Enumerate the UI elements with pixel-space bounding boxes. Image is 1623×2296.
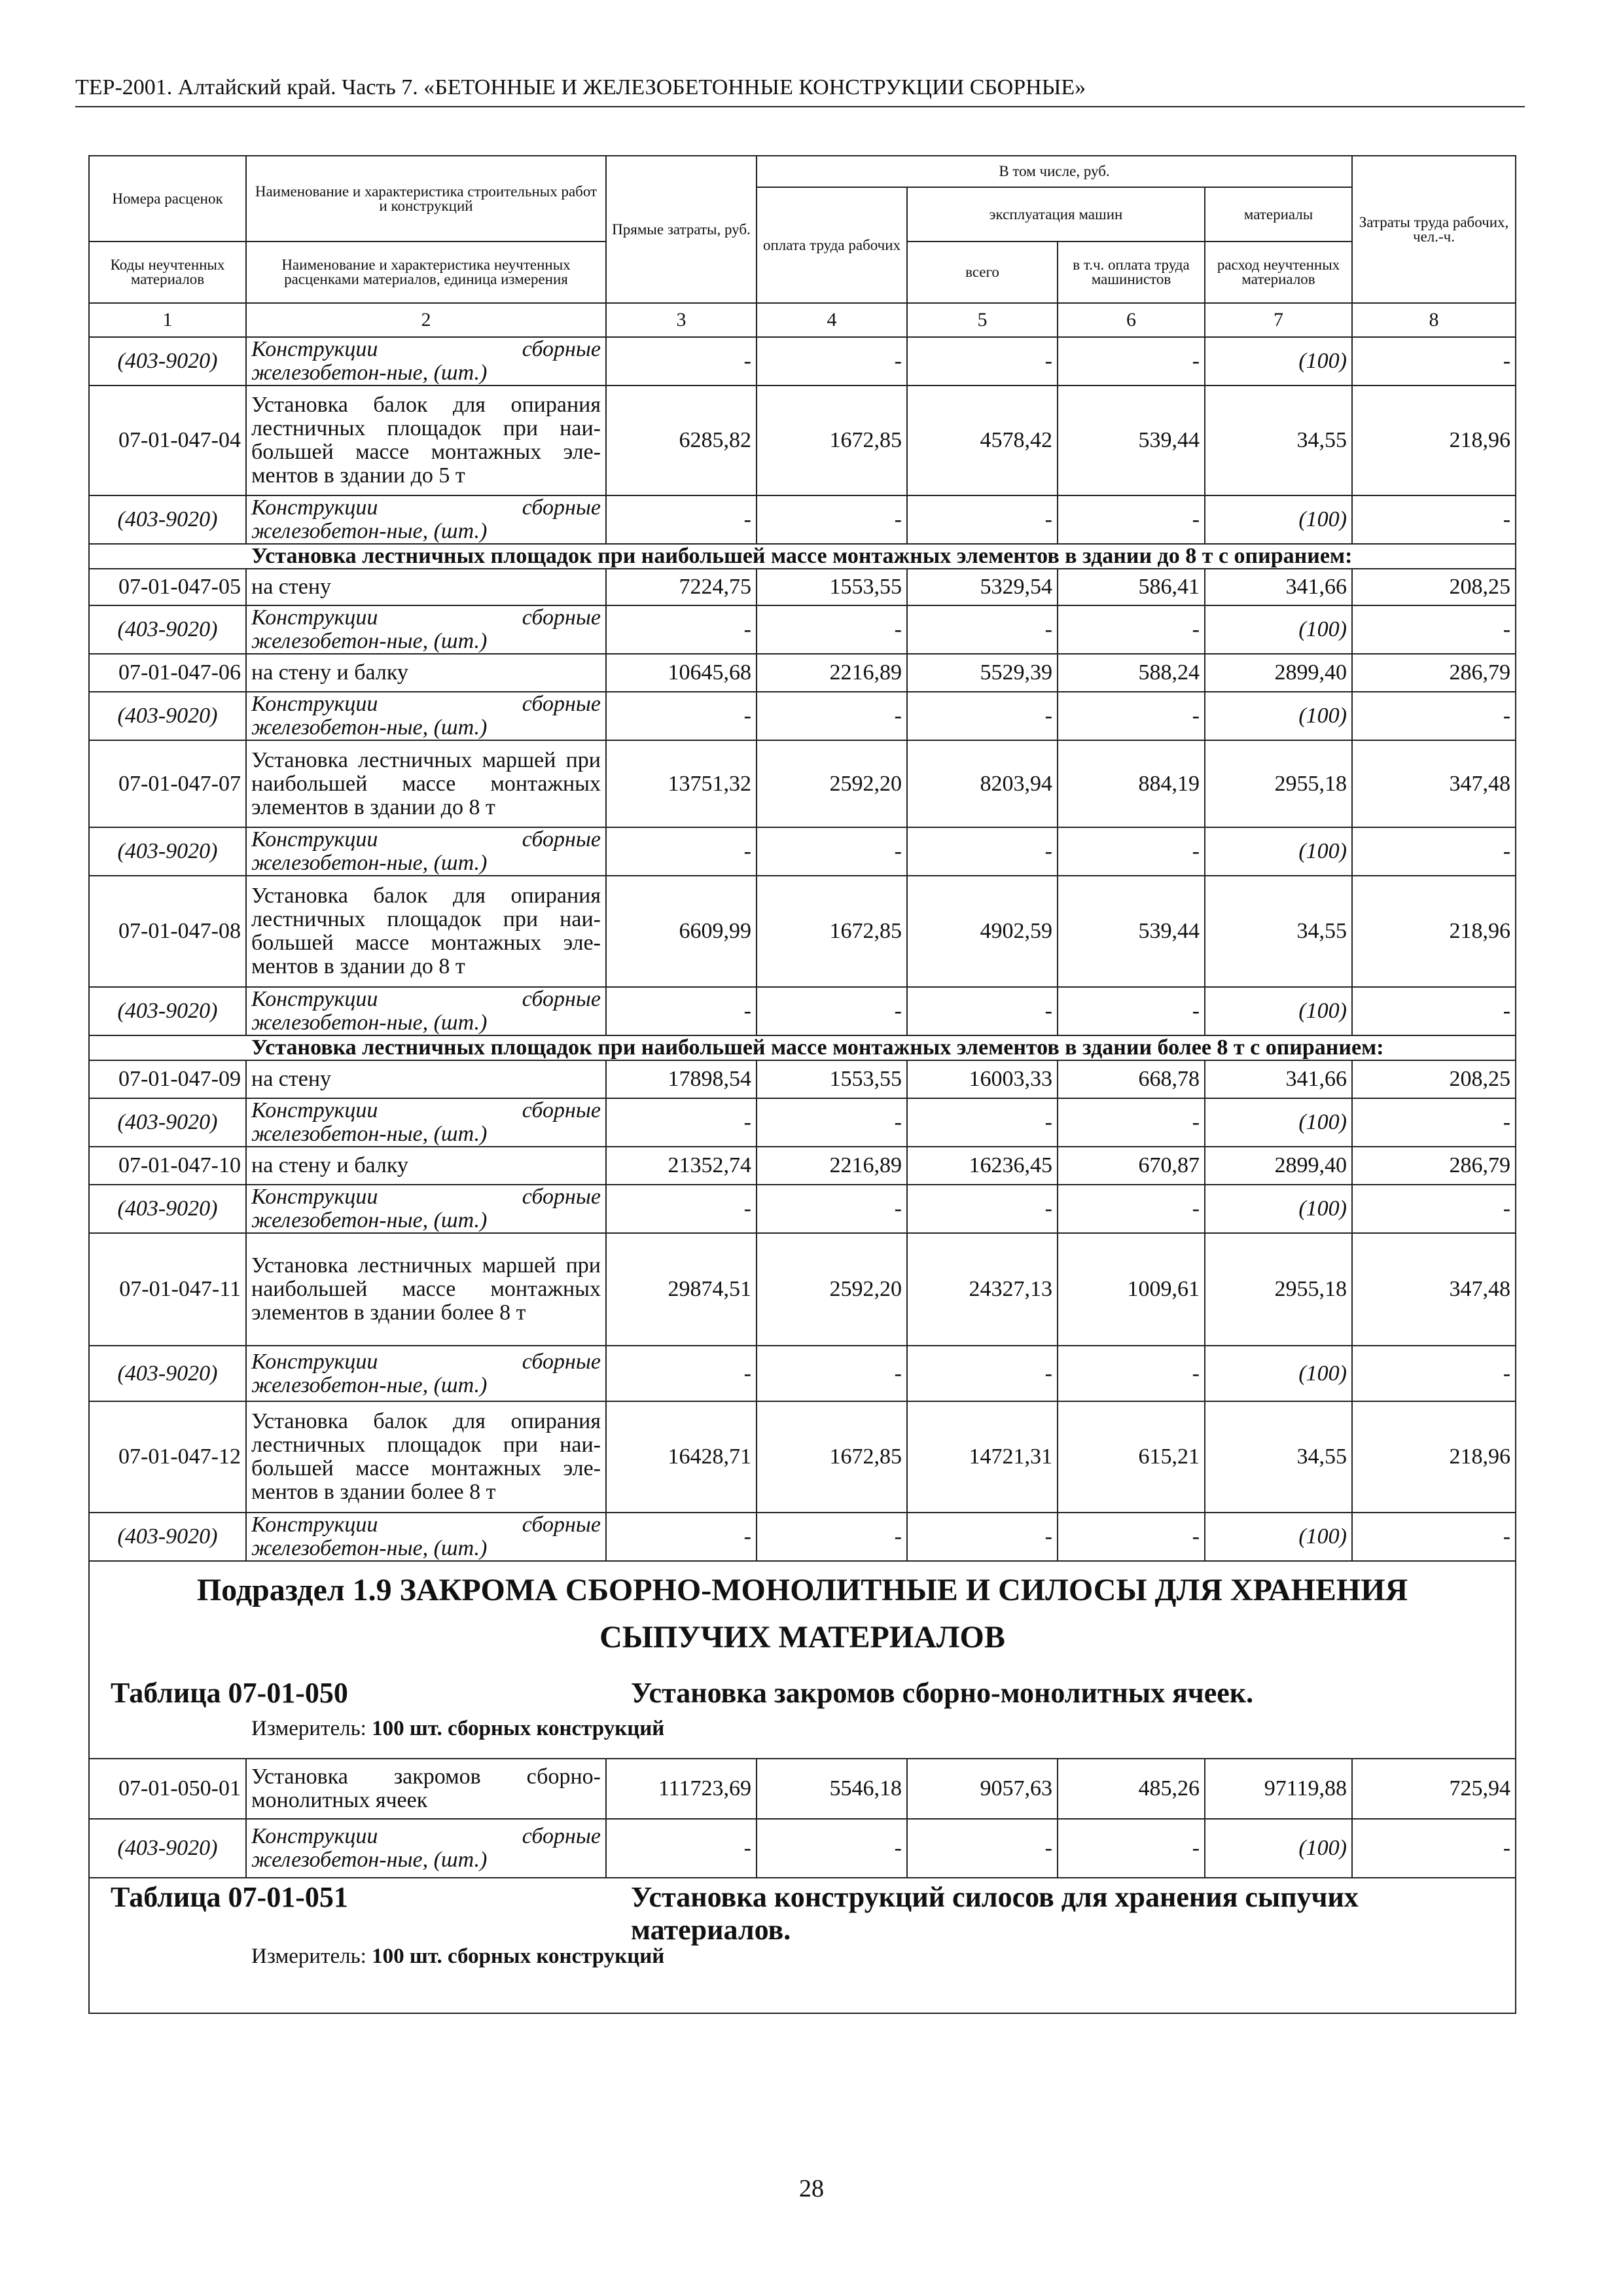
labor-costs-value: 286,79 [1352, 1147, 1516, 1185]
materials-value: 34,55 [1205, 1401, 1352, 1513]
material-code: (403-9020) [89, 1185, 246, 1233]
labor-pay-value: 2592,20 [757, 740, 907, 827]
rate-row [89, 1759, 1516, 1819]
material-row [89, 1819, 1516, 1878]
direct-costs-value: 6285,82 [606, 386, 757, 495]
rate-description: Установка балок для опирания лестничных площадок при наибольшей массе монтажных элементов в здании до 5 т [246, 386, 606, 495]
material-description: Конструкции сборные железобетон-ные, (шт.) [246, 1346, 606, 1401]
measure-label: Измеритель: [251, 1717, 366, 1740]
rate-row [89, 740, 1516, 827]
labor-costs-value: 725,94 [1352, 1759, 1516, 1819]
material-dash: - [1352, 1098, 1516, 1147]
caption-row [89, 1561, 1516, 1759]
material-dash: - [606, 692, 757, 740]
group-heading: Установка лестничных площадок при наибольшей массе монтажных элементов в здании до 8 т с опиранием: [251, 544, 1353, 568]
material-dash: - [1058, 987, 1205, 1035]
materials-value: 2899,40 [1205, 654, 1352, 692]
column-number: 1 [89, 303, 246, 337]
rate-code: 07-01-050-01 [89, 1759, 246, 1819]
group-heading-row [89, 1035, 1516, 1060]
rate-description: Установка балок для опирания лестничных площадок при наибольшей массе монтажных элементов в здании до 8 т [246, 876, 606, 987]
rate-row [89, 876, 1516, 987]
materials-value: 2955,18 [1205, 1233, 1352, 1346]
labor-costs-value: 208,25 [1352, 569, 1516, 605]
material-dash: - [1058, 1185, 1205, 1233]
material-row [89, 1185, 1516, 1233]
group-heading-cell [89, 544, 1516, 569]
material-dash: - [1352, 1819, 1516, 1878]
material-dash: - [757, 337, 907, 386]
machine-total-value: 14721,31 [907, 1401, 1058, 1513]
material-description: Конструкции сборные железобетон-ные, (шт.) [246, 827, 606, 876]
caption-cell [89, 1878, 1516, 2013]
material-dash: - [1352, 337, 1516, 386]
material-description: Конструкции сборные железобетон-ные, (шт.) [246, 495, 606, 544]
rate-code: 07-01-047-04 [89, 386, 246, 495]
rate-description: на стену и балку [246, 654, 606, 692]
materials-value: 2899,40 [1205, 1147, 1352, 1185]
material-code: (403-9020) [89, 1819, 246, 1878]
material-dash: - [606, 337, 757, 386]
material-dash: - [1352, 692, 1516, 740]
column-number: 3 [606, 303, 757, 337]
material-dash: - [1058, 1513, 1205, 1561]
material-dash: - [907, 987, 1058, 1035]
header-material-codes: Коды неучтенных материалов [89, 242, 246, 303]
material-row [89, 1346, 1516, 1401]
machine-operators-pay-value: 539,44 [1058, 876, 1205, 987]
rate-code: 07-01-047-08 [89, 876, 246, 987]
rate-row [89, 654, 1516, 692]
measure-value: 100 шт. сборных конструкций [372, 1717, 665, 1740]
material-dash: - [907, 605, 1058, 654]
labor-costs-value: 347,48 [1352, 1233, 1516, 1346]
rate-code: 07-01-047-07 [89, 740, 246, 827]
rate-code: 07-01-047-09 [89, 1060, 246, 1098]
material-dash: - [606, 1098, 757, 1147]
material-code: (403-9020) [89, 692, 246, 740]
material-description: Конструкции сборные железобетон-ные, (шт.) [246, 1098, 606, 1147]
header-unaccounted-materials: расход неучтенных материалов [1205, 242, 1352, 303]
material-description: Конструкции сборные железобетон-ные, (шт.) [246, 1513, 606, 1561]
machine-total-value: 5329,54 [907, 569, 1058, 605]
labor-pay-value: 2216,89 [757, 1147, 907, 1185]
column-number: 8 [1352, 303, 1516, 337]
material-dash: - [1058, 337, 1205, 386]
direct-costs-value: 10645,68 [606, 654, 757, 692]
rate-code: 07-01-047-05 [89, 569, 246, 605]
machine-operators-pay-value: 668,78 [1058, 1060, 1205, 1098]
rate-description: на стену [246, 1060, 606, 1098]
caption-row [89, 1878, 1516, 2013]
labor-pay-value: 5546,18 [757, 1759, 907, 1819]
material-row [89, 827, 1516, 876]
rate-code: 07-01-047-06 [89, 654, 246, 692]
column-number: 4 [757, 303, 907, 337]
caption-cell [89, 1561, 1516, 1759]
machine-total-value: 4578,42 [907, 386, 1058, 495]
material-dash: - [907, 337, 1058, 386]
material-row [89, 987, 1516, 1035]
material-description: Конструкции сборные железобетон-ные, (шт.) [246, 337, 606, 386]
material-dash: - [1058, 692, 1205, 740]
rate-description: Установка закромов сборно-монолитных ячеек [246, 1759, 606, 1819]
material-description: Конструкции сборные железобетон-ные, (шт.) [246, 987, 606, 1035]
rate-row [89, 1060, 1516, 1098]
column-number: 2 [246, 303, 606, 337]
material-dash: - [757, 1098, 907, 1147]
labor-costs-value: 218,96 [1352, 876, 1516, 987]
group-heading-cell [89, 1035, 1516, 1060]
material-dash: - [1352, 605, 1516, 654]
rate-row [89, 569, 1516, 605]
material-quantity: (100) [1205, 1513, 1352, 1561]
table-title: Установка закромов сборно-монолитных ячеек. [631, 1677, 1254, 1709]
measure-line [251, 1945, 1510, 1970]
rate-code: 07-01-047-11 [89, 1233, 246, 1346]
direct-costs-value: 21352,74 [606, 1147, 757, 1185]
material-dash: - [907, 692, 1058, 740]
material-description: Конструкции сборные железобетон-ные, (шт.) [246, 1185, 606, 1233]
header-machine-operators-pay: в т.ч. оплата труда машинистов [1058, 242, 1205, 303]
material-row [89, 1513, 1516, 1561]
machine-total-value: 16003,33 [907, 1060, 1058, 1098]
material-row [89, 1098, 1516, 1147]
material-dash: - [1058, 605, 1205, 654]
machine-total-value: 8203,94 [907, 740, 1058, 827]
material-dash: - [1352, 1185, 1516, 1233]
direct-costs-value: 111723,69 [606, 1759, 757, 1819]
material-row [89, 605, 1516, 654]
material-dash: - [1352, 1513, 1516, 1561]
labor-costs-value: 218,96 [1352, 1401, 1516, 1513]
material-dash: - [757, 495, 907, 544]
material-quantity: (100) [1205, 987, 1352, 1035]
direct-costs-value: 6609,99 [606, 876, 757, 987]
material-dash: - [606, 1185, 757, 1233]
material-dash: - [606, 605, 757, 654]
group-heading-row [89, 544, 1516, 569]
machine-operators-pay-value: 1009,61 [1058, 1233, 1205, 1346]
material-dash: - [757, 1819, 907, 1878]
table-number: Таблица 07-01-050 [111, 1677, 348, 1709]
labor-costs-value: 347,48 [1352, 740, 1516, 827]
rate-description: на стену и балку [246, 1147, 606, 1185]
material-code: (403-9020) [89, 987, 246, 1035]
column-numbers-row [89, 303, 1516, 337]
material-description: Конструкции сборные железобетон-ные, (шт.) [246, 605, 606, 654]
material-dash: - [1352, 1346, 1516, 1401]
header-machine-ops: эксплуатация машин [907, 187, 1205, 242]
material-row [89, 495, 1516, 544]
direct-costs-value: 13751,32 [606, 740, 757, 827]
material-dash: - [907, 1513, 1058, 1561]
table-caption [94, 1674, 1510, 1717]
table-title: Установка конструкций силосов для хранения сыпучих материалов. [631, 1881, 1359, 1946]
materials-value: 341,66 [1205, 1060, 1352, 1098]
material-dash: - [757, 1513, 907, 1561]
materials-value: 2955,18 [1205, 740, 1352, 827]
material-dash: - [1058, 495, 1205, 544]
subsection-title: Подраздел 1.9 ЗАКРОМА СБОРНО-МОНОЛИТНЫЕ И СИЛОСЫ ДЛЯ ХРАНЕНИЯ СЫПУЧИХ МАТЕРИАЛОВ [196, 1573, 1408, 1655]
measure-line [251, 1717, 1510, 1742]
material-code: (403-9020) [89, 1098, 246, 1147]
material-code: (403-9020) [89, 495, 246, 544]
material-description: Конструкции сборные железобетон-ные, (шт.) [246, 1819, 606, 1878]
material-dash: - [606, 1346, 757, 1401]
material-description: Конструкции сборные железобетон-ные, (шт.) [246, 692, 606, 740]
rate-description: Установка лестничных маршей при наибольшей массе монтажных элементов в здании до 8 т [246, 740, 606, 827]
column-number: 5 [907, 303, 1058, 337]
material-quantity: (100) [1205, 692, 1352, 740]
material-dash: - [757, 1185, 907, 1233]
rate-code: 07-01-047-10 [89, 1147, 246, 1185]
material-dash: - [1058, 1346, 1205, 1401]
material-row [89, 337, 1516, 386]
rate-description: Установка балок для опирания лестничных площадок при наибольшей массе монтажных элементов в здании более 8 т [246, 1401, 606, 1513]
labor-pay-value: 1553,55 [757, 569, 907, 605]
rates-table [88, 155, 1516, 2014]
machine-operators-pay-value: 539,44 [1058, 386, 1205, 495]
rate-row [89, 1233, 1516, 1346]
material-dash: - [606, 495, 757, 544]
material-code: (403-9020) [89, 337, 246, 386]
direct-costs-value: 29874,51 [606, 1233, 757, 1346]
rate-description: Установка лестничных маршей при наибольшей массе монтажных элементов в здании более 8 т [246, 1233, 606, 1346]
header-labor-costs: Затраты труда рабочих, чел.-ч. [1352, 156, 1516, 303]
material-dash: - [1352, 987, 1516, 1035]
column-number: 6 [1058, 303, 1205, 337]
header-material-names: Наименование и характеристика неучтенных расценками материалов, единица измерения [246, 242, 606, 303]
material-dash: - [907, 1098, 1058, 1147]
header-row-1 [89, 156, 1516, 187]
labor-pay-value: 1672,85 [757, 386, 907, 495]
table-caption [94, 1878, 1510, 1945]
page-number: 28 [799, 2175, 824, 2202]
material-dash: - [907, 495, 1058, 544]
material-dash: - [606, 1513, 757, 1561]
material-dash: - [1058, 827, 1205, 876]
materials-value: 34,55 [1205, 386, 1352, 495]
group-heading: Установка лестничных площадок при наибольшей массе монтажных элементов в здании более 8 т с опиранием: [251, 1035, 1384, 1060]
header-materials: материалы [1205, 187, 1352, 242]
labor-costs-value: 218,96 [1352, 386, 1516, 495]
material-dash: - [606, 827, 757, 876]
labor-pay-value: 1672,85 [757, 1401, 907, 1513]
material-dash: - [1058, 1819, 1205, 1878]
machine-operators-pay-value: 586,41 [1058, 569, 1205, 605]
direct-costs-value: 7224,75 [606, 569, 757, 605]
labor-pay-value: 1672,85 [757, 876, 907, 987]
labor-pay-value: 2592,20 [757, 1233, 907, 1346]
material-dash: - [1352, 827, 1516, 876]
material-quantity: (100) [1205, 495, 1352, 544]
header-direct-costs: Прямые затраты, руб. [606, 156, 757, 303]
labor-costs-value: 208,25 [1352, 1060, 1516, 1098]
material-code: (403-9020) [89, 1513, 246, 1561]
header-machine-total: всего [907, 242, 1058, 303]
machine-operators-pay-value: 588,24 [1058, 654, 1205, 692]
material-dash: - [757, 827, 907, 876]
rate-row [89, 1401, 1516, 1513]
labor-pay-value: 1553,55 [757, 1060, 907, 1098]
table-number: Таблица 07-01-051 [111, 1881, 348, 1913]
material-dash: - [757, 1346, 907, 1401]
material-quantity: (100) [1205, 827, 1352, 876]
material-dash: - [606, 987, 757, 1035]
header-rate-numbers: Номера расценок [89, 156, 246, 242]
machine-operators-pay-value: 670,87 [1058, 1147, 1205, 1185]
material-quantity: (100) [1205, 1185, 1352, 1233]
machine-total-value: 16236,45 [907, 1147, 1058, 1185]
material-dash: - [757, 692, 907, 740]
material-dash: - [907, 1819, 1058, 1878]
machine-total-value: 5529,39 [907, 654, 1058, 692]
material-dash: - [907, 827, 1058, 876]
material-quantity: (100) [1205, 1098, 1352, 1147]
column-number: 7 [1205, 303, 1352, 337]
material-dash: - [757, 605, 907, 654]
material-quantity: (100) [1205, 1346, 1352, 1401]
rate-row [89, 1147, 1516, 1185]
material-quantity: (100) [1205, 605, 1352, 654]
material-dash: - [907, 1185, 1058, 1233]
rate-row [89, 386, 1516, 495]
machine-operators-pay-value: 615,21 [1058, 1401, 1205, 1513]
material-row [89, 692, 1516, 740]
materials-value: 341,66 [1205, 569, 1352, 605]
rate-description: на стену [246, 569, 606, 605]
material-quantity: (100) [1205, 1819, 1352, 1878]
machine-total-value: 4902,59 [907, 876, 1058, 987]
header-including: В том числе, руб. [757, 156, 1352, 187]
materials-value: 97119,88 [1205, 1759, 1352, 1819]
direct-costs-value: 16428,71 [606, 1401, 757, 1513]
header-labor-pay: оплата труда рабочих [757, 187, 907, 303]
material-code: (403-9020) [89, 827, 246, 876]
header-work-name: Наименование и характеристика строительных работ и конструкций [246, 156, 606, 242]
material-dash: - [1352, 495, 1516, 544]
materials-value: 34,55 [1205, 876, 1352, 987]
machine-operators-pay-value: 485,26 [1058, 1759, 1205, 1819]
machine-operators-pay-value: 884,19 [1058, 740, 1205, 827]
running-header: ТЕР-2001. Алтайский край. Часть 7. «БЕТОННЫЕ И ЖЕЛЕЗОБЕТОННЫЕ КОНСТРУКЦИИ СБОРНЫЕ» [75, 73, 1525, 107]
material-quantity: (100) [1205, 337, 1352, 386]
labor-pay-value: 2216,89 [757, 654, 907, 692]
measure-label: Измеритель: [251, 1945, 366, 1968]
material-code: (403-9020) [89, 1346, 246, 1401]
material-dash: - [1058, 1098, 1205, 1147]
machine-total-value: 24327,13 [907, 1233, 1058, 1346]
direct-costs-value: 17898,54 [606, 1060, 757, 1098]
material-dash: - [757, 987, 907, 1035]
material-dash: - [606, 1819, 757, 1878]
measure-value: 100 шт. сборных конструкций [372, 1945, 665, 1968]
machine-total-value: 9057,63 [907, 1759, 1058, 1819]
rate-code: 07-01-047-12 [89, 1401, 246, 1513]
material-code: (403-9020) [89, 605, 246, 654]
material-dash: - [907, 1346, 1058, 1401]
labor-costs-value: 286,79 [1352, 654, 1516, 692]
